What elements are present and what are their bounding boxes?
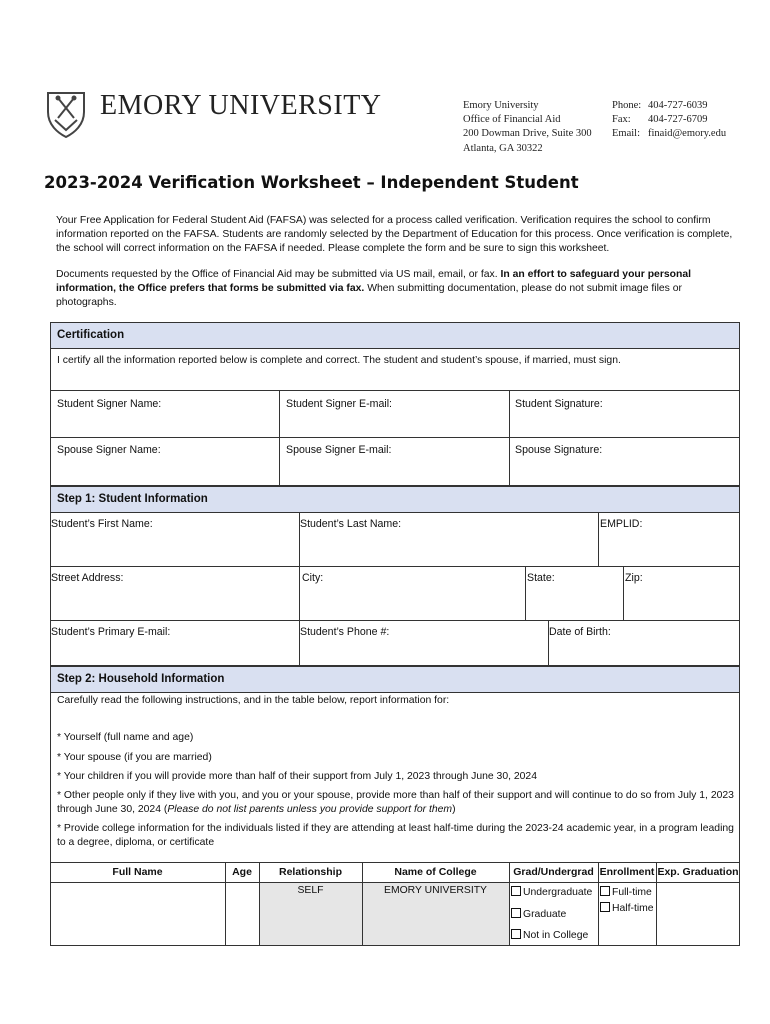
step2-instructions: Carefully read the following instructions, and in the table below, report information for: (57, 695, 450, 706)
documents-text: Documents requested by the Office of Financial Aid may be submitted via US mail, email, or fax. (56, 269, 501, 280)
step2-heading: Step 2: Household Information (57, 673, 225, 685)
address-line: Atlanta, GA 30322 (463, 142, 543, 154)
emory-shield-logo (46, 90, 86, 138)
state-field[interactable]: State: (527, 572, 555, 584)
student-signature-field[interactable]: Student Signature: (515, 398, 603, 410)
bullet-yourself: * Yourself (full name and age) (57, 732, 194, 743)
fax-value: 404-727-6709 (648, 114, 708, 126)
emplid-field[interactable]: EMPLID: (600, 518, 643, 530)
document-title: 2023-2024 Verification Worksheet – Independent Student (44, 173, 579, 192)
bullet-spouse: * Your spouse (if you are married) (57, 752, 212, 763)
intro-paragraph: Your Free Application for Federal Student Aid (FAFSA) was selected for a process called verification. Verification requires the school to confirm information reported on the FAFSA. Students are randomly selected by the Department of Education for this process. Once verification is complete, the school will correct information on the FAFSA if needed. Please complete the form and be sure to sign this worksheet. (56, 215, 733, 254)
undergraduate-option[interactable]: Undergraduate (511, 886, 592, 898)
documents-bold-text: In an effort to safeguard your personal information, the Office prefers that forms be submitted via fax. (56, 269, 692, 294)
university-name: EMORY UNIVERSITY (100, 90, 382, 121)
certification-heading: Certification (57, 329, 125, 341)
phone-value: 404-727-6039 (648, 100, 708, 111)
not-in-college-option[interactable]: Not in College (511, 929, 588, 941)
spouse-signer-name-field[interactable]: Spouse Signer Name: (57, 444, 161, 456)
spouse-signer-email-field[interactable]: Spouse Signer E-mail: (286, 444, 392, 456)
street-address-field[interactable]: Street Address: (51, 572, 124, 584)
bullet-children: * Your children if you will provide more than half of their support from July 1, 2023 through June 30, 2024 (57, 771, 537, 782)
col-full-name: Full Name (112, 866, 163, 878)
half-time-option[interactable]: Half-time (600, 902, 654, 914)
step1-header (50, 486, 740, 513)
address-line: Emory University (463, 100, 539, 111)
city-field[interactable]: City: (302, 572, 324, 584)
step2-header (50, 666, 740, 693)
documents-text-end: When submitting documentation, please do not submit image files or photographs. (56, 282, 682, 308)
step1-heading: Step 1: Student Information (57, 493, 208, 505)
col-name-of-college: Name of College (394, 866, 477, 878)
col-relationship: Relationship (278, 866, 342, 878)
address-line: 200 Dowman Drive, Suite 300 (463, 128, 592, 140)
col-exp-graduation: Exp. Graduation (657, 866, 739, 878)
student-signer-name-field[interactable]: Student Signer Name: (57, 398, 162, 410)
bullet-college-info: * Provide college information for the individuals listed if they are attending at least half-time during the 2023-24 academic year, in a program leading to a degree, diploma, or certificate (57, 823, 734, 848)
graduate-checkbox[interactable] (511, 908, 521, 918)
documents-paragraph (56, 268, 736, 309)
zip-field[interactable]: Zip: (625, 572, 643, 584)
col-enrollment: Enrollment (599, 866, 655, 878)
certification-statement-box (50, 348, 740, 391)
email-label: Email: (612, 128, 640, 140)
phone-label: Phone: (612, 100, 642, 111)
office-contact (612, 99, 726, 142)
office-address (463, 99, 592, 156)
certification-header (50, 322, 740, 349)
undergraduate-checkbox[interactable] (511, 886, 521, 896)
phone-field[interactable]: Student’s Phone #: (300, 626, 390, 638)
not-in-college-checkbox[interactable] (511, 929, 521, 939)
spouse-signature-field[interactable]: Spouse Signature: (515, 444, 603, 456)
certification-statement: I certify all the information reported below is complete and correct. The student and student’s spouse, if married, must sign. (57, 355, 621, 366)
date-of-birth-field[interactable]: Date of Birth: (549, 626, 611, 638)
col-age: Age (232, 866, 252, 878)
primary-email-field[interactable]: Student’s Primary E-mail: (51, 626, 171, 638)
relationship-cell: SELF (297, 885, 324, 896)
first-name-field[interactable]: Student’s First Name: (51, 518, 153, 530)
student-signer-email-field[interactable]: Student Signer E-mail: (286, 398, 392, 410)
bullet-other-people: * Other people only if they live with you, and you or your spouse, provide more than half of their support and will continue to do so from July 1, 2023 through June 30, 2024 (Please do not list parents unless you provide support for them) (57, 790, 734, 815)
college-cell: EMORY UNIVERSITY (384, 885, 487, 896)
full-time-checkbox[interactable] (600, 886, 610, 896)
half-time-checkbox[interactable] (600, 902, 610, 912)
email-value[interactable]: finaid@emory.edu (648, 128, 727, 140)
fax-label: Fax: (612, 114, 631, 126)
full-time-option[interactable]: Full-time (600, 886, 652, 898)
col-grad-undergrad: Grad/Undergrad (513, 866, 594, 878)
graduate-option[interactable]: Graduate (511, 908, 566, 920)
last-name-field[interactable]: Student’s Last Name: (300, 518, 402, 530)
address-line: Office of Financial Aid (463, 114, 561, 126)
